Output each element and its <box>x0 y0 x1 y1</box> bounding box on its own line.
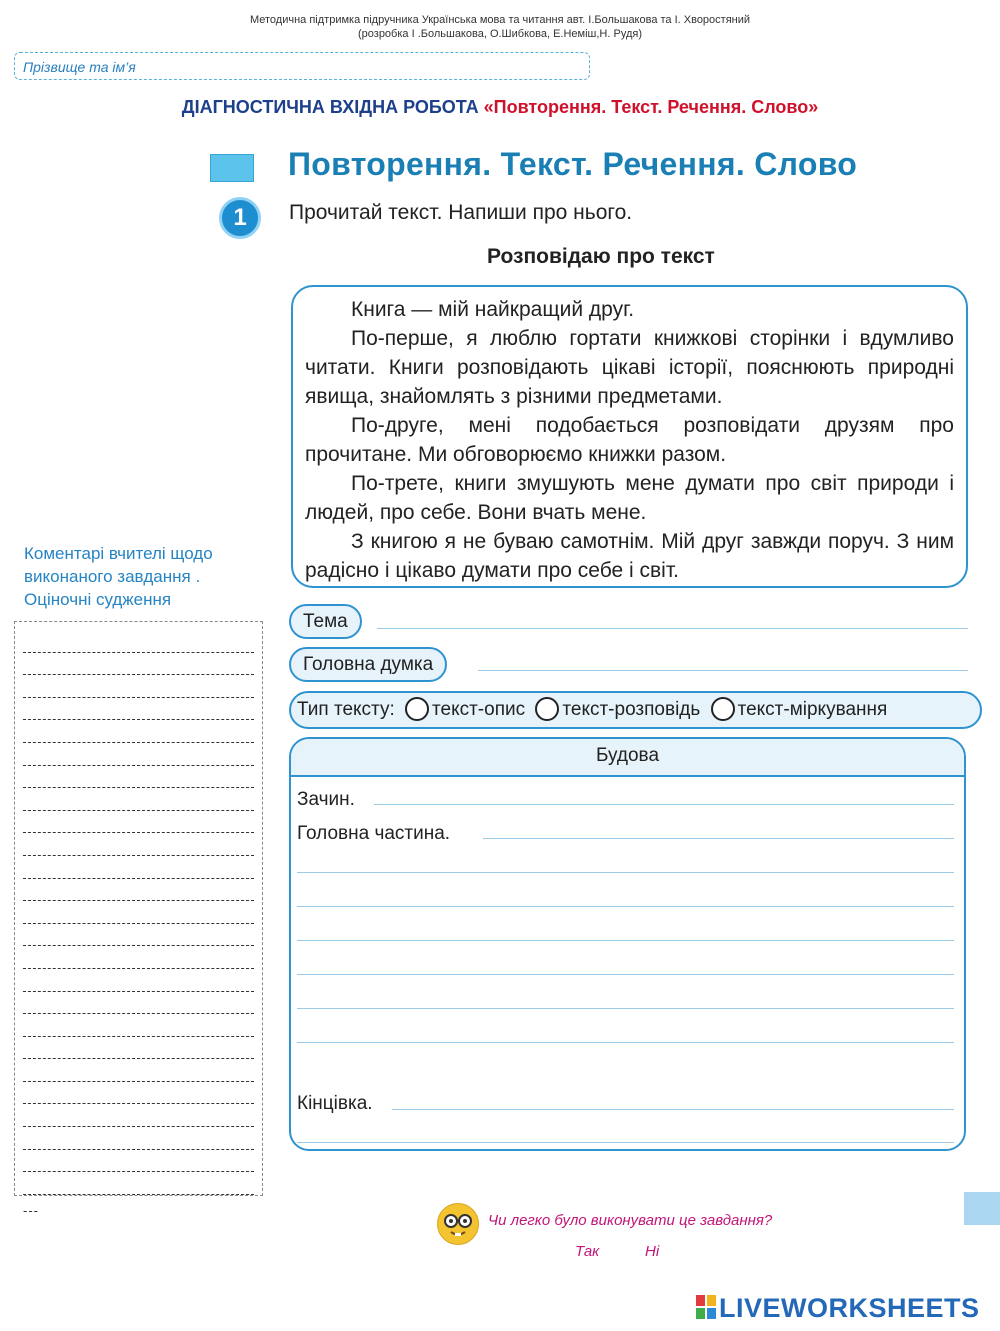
comment-dash-line <box>23 743 254 766</box>
name-input[interactable] <box>14 52 590 80</box>
liveworksheets-logo <box>696 1293 980 1324</box>
option-description-label: текст-опис <box>432 699 526 720</box>
comment-dash-line <box>23 698 254 721</box>
main-part-input[interactable] <box>483 838 954 839</box>
comment-dash-line <box>23 879 254 902</box>
ending-extra-line[interactable] <box>297 1142 954 1143</box>
story-text-box <box>291 285 968 588</box>
comment-dash-line <box>23 1104 254 1127</box>
main-idea-input[interactable] <box>478 670 968 671</box>
comment-dash-line <box>23 992 254 1015</box>
main-idea-label: Головна думка <box>289 647 447 682</box>
comment-dash-line <box>23 1014 254 1037</box>
main-part-writing-line[interactable] <box>297 940 954 941</box>
ending-label: Кінцівка. <box>297 1093 373 1114</box>
story-paragraph: З книгою я не буваю самотнім. Мій друг завжди поруч. З ним радісно і цікаво думати про себе і світ. <box>305 530 954 582</box>
feedback-no-option[interactable]: Ні <box>645 1243 660 1260</box>
comment-dash-line <box>23 811 254 834</box>
main-part-writing-line[interactable] <box>297 1042 954 1043</box>
comment-dash-line <box>23 1172 254 1195</box>
main-part-writing-line[interactable] <box>297 1008 954 1009</box>
structure-box <box>289 737 966 1151</box>
comment-dash-line <box>23 924 254 947</box>
comment-dash-line <box>23 1082 254 1105</box>
feedback-yes-option[interactable]: Так <box>575 1243 600 1260</box>
comments-label-line: Оціночні судження <box>24 590 172 609</box>
feedback-question: Чи легко було виконувати це завдання? <box>488 1212 773 1229</box>
comment-dash-line <box>23 946 254 969</box>
comments-textarea[interactable] <box>14 621 263 1218</box>
beginning-label: Зачин. <box>297 789 355 810</box>
corner-marker-icon <box>964 1192 1000 1225</box>
comments-label-line: виконаного завдання . <box>24 567 201 586</box>
option-narrative-label: текст-розповідь <box>562 699 701 720</box>
comment-dash-line <box>23 833 254 856</box>
section-marker-icon <box>210 154 254 182</box>
comment-dash-line <box>23 630 254 653</box>
main-part-writing-line[interactable] <box>297 872 954 873</box>
task-number-badge: 1 <box>219 197 261 239</box>
topic-input[interactable] <box>377 628 968 629</box>
liveworksheets-logo-icon <box>696 1295 716 1319</box>
main-part-writing-line[interactable] <box>297 906 954 907</box>
option-reasoning-radio[interactable] <box>711 697 735 721</box>
comment-dash-line <box>23 1037 254 1060</box>
document-title <box>0 97 1000 118</box>
comment-dash-line <box>23 969 254 992</box>
comment-dash-line <box>23 856 254 879</box>
main-part-label: Головна частина. <box>297 823 451 844</box>
comment-dash-line <box>23 1150 254 1173</box>
story-paragraph: По-трете, книги змушують мене думати про світ природи і людей, про себе. Вони вчать мене. <box>305 472 954 524</box>
option-reasoning-label: текст-міркування <box>737 699 888 720</box>
beginning-input[interactable] <box>374 804 954 805</box>
header-authors-line: (розробка І .Большакова, О.Шибкова, Е.Неміш,Н. Рудя) <box>358 28 642 40</box>
story-paragraph: По-друге, мені подобається розповідати друзям про прочитане. Ми обговорюємо книжки разом. <box>305 414 954 466</box>
comment-dash-line <box>23 720 254 743</box>
main-part-writing-line[interactable] <box>297 974 954 975</box>
story-paragraph: По-перше, я люблю гортати книжкові сторінки і вдумливо читати. Книги розповідають цікаві історії, пояснюють природні явища, знайомлять з різними предметами. <box>305 327 954 408</box>
option-narrative-radio[interactable] <box>535 697 559 721</box>
comment-dash-line <box>23 901 254 924</box>
text-type-label: Тип тексту: <box>297 699 395 720</box>
lesson-title: Повторення. Текст. Речення. Слово <box>288 146 858 182</box>
comment-dash-line <box>23 788 254 811</box>
name-input-label: Прізвище та ім’я <box>23 59 136 75</box>
comment-dash-line <box>23 766 254 789</box>
structure-title: Будова <box>291 739 964 777</box>
header-credit-line: Методична підтримка підручника Українська мова та читання авт. І.Большакова та І. Хворостяний <box>249 14 751 26</box>
task-instruction: Прочитай текст. Напиши про нього. <box>289 201 633 224</box>
comment-dash-line <box>23 675 254 698</box>
nerd-emoji-icon <box>437 1203 479 1245</box>
text-type-row <box>289 691 982 729</box>
comments-label-line: Коментарі вчителі щодо <box>24 544 213 563</box>
comment-dash-line <box>23 653 254 676</box>
story-paragraph: Книга — мій найкращий друг. <box>351 298 635 321</box>
liveworksheets-logo-text: LIVEWORKSHEETS <box>719 1293 980 1323</box>
comment-dash-line <box>23 1127 254 1150</box>
comment-dash-line <box>23 1059 254 1082</box>
document-title-topic: «Повторення. Текст. Речення. Слово» <box>483 97 819 117</box>
document-title-main: ДІАГНОСТИЧНА ВХІДНА РОБОТА <box>181 97 484 117</box>
topic-label: Тема <box>289 604 362 639</box>
option-description-radio[interactable] <box>405 697 429 721</box>
comments-label <box>24 542 213 611</box>
ending-input[interactable] <box>392 1109 954 1110</box>
story-heading: Розповідаю про текст <box>487 245 715 268</box>
comments-tail: --- <box>23 1202 39 1218</box>
